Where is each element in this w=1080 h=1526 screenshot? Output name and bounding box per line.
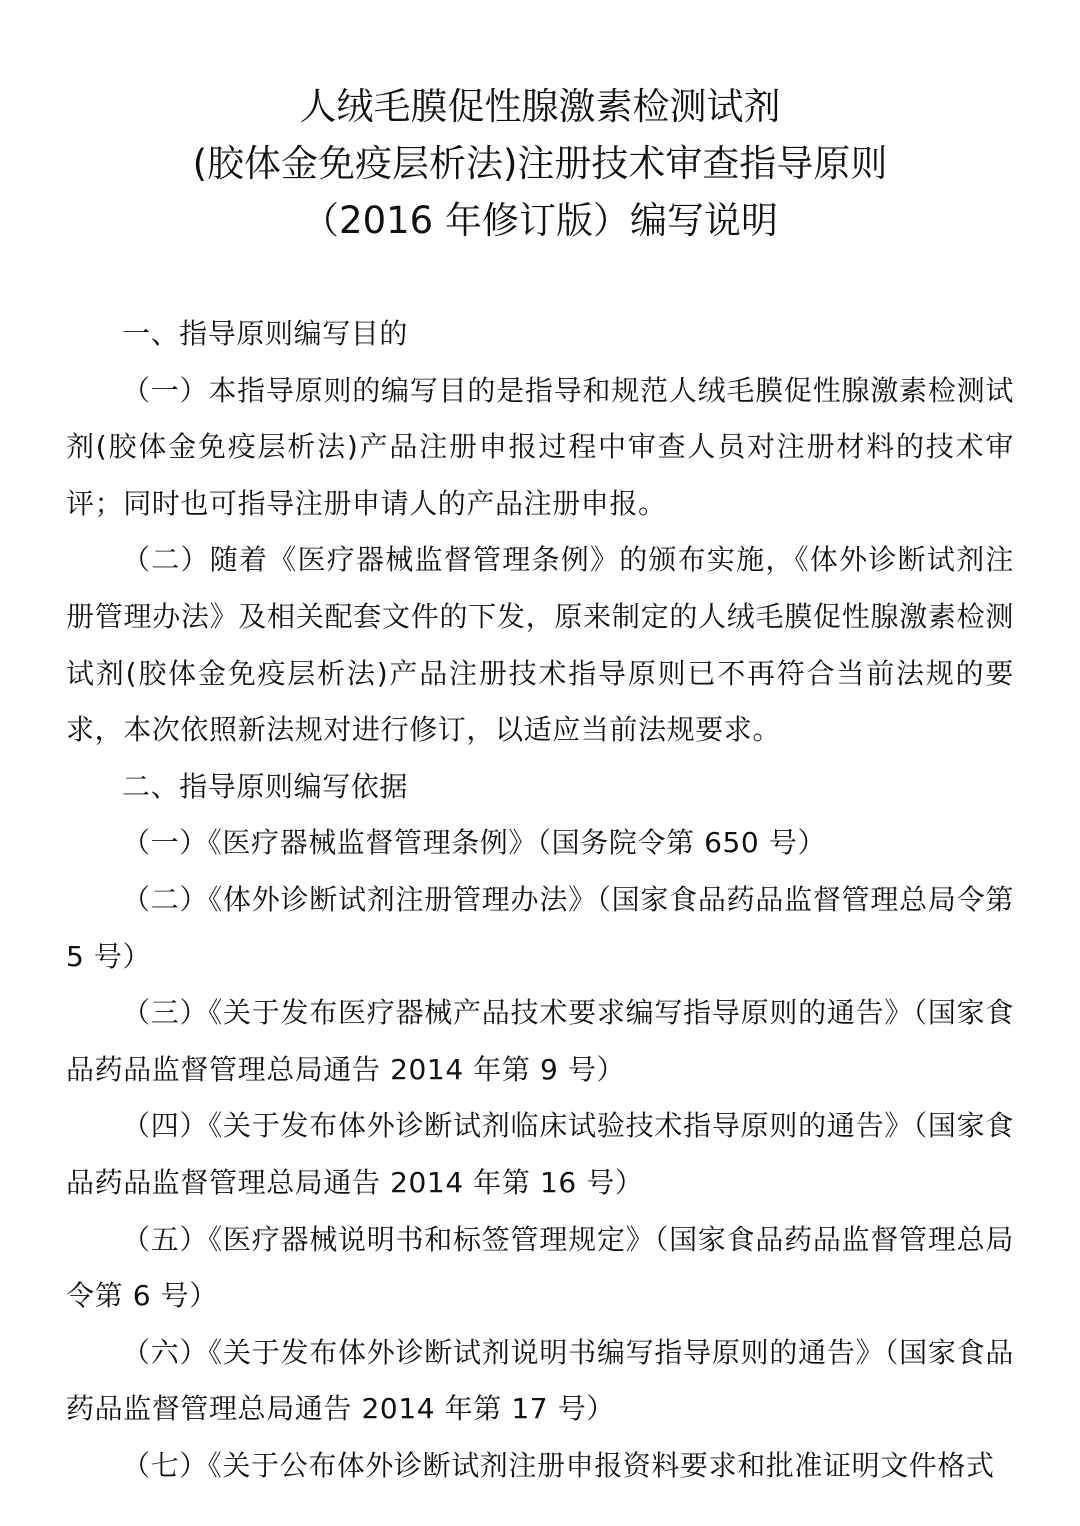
paragraph-purpose-1: （一）本指导原则的编写目的是指导和规范人绒毛膜促性腺激素检测试剂(胶体金免疫层析法)产品注册申报过程中审查人员对注册材料的技术审评；同时也可指导注册申请人的产品注册申报。 [66,373,1014,520]
basis-item-4: （四）《关于发布体外诊断试剂临床试验技术指导原则的通告》（国家食品药品监督管理总局通告 2014 年第 16 号） [66,1109,1014,1199]
basis-item-7: （七）《关于公布体外诊断试剂注册申报资料要求和批准证明文件格式 [122,1448,995,1482]
section-heading-purpose: 一、指导原则编写目的 [122,317,409,350]
document-body [66,306,1014,1494]
basis-item-5: （五）《医疗器械说明书和标签管理规定》（国家食品药品监督管理总局令第 6 号） [66,1222,1014,1313]
basis-item-1: （一）《医疗器械监督管理条例》（国务院令第 650 号） [122,826,827,860]
title-line-2: (胶体金免疫层析法)注册技术审查指导原则 [192,142,888,185]
basis-item-2: （二）《体外诊断试剂注册管理办法》（国家食品药品监督管理总局令第 5 号） [66,882,1014,973]
title-line-1: 人绒毛膜促性腺激素检测试剂 [299,85,781,128]
section-heading-basis: 二、指导原则编写依据 [122,769,409,803]
basis-item-3: （三）《关于发布医疗器械产品技术要求编写指导原则的通告》（国家食品药品监督管理总局通告 2014 年第 9 号） [66,996,1014,1086]
title-line-3: （2016 年修订版）编写说明 [302,199,778,242]
basis-item-6: （六）《关于发布体外诊断试剂说明书编写指导原则的通告》（国家食品药品监督管理总局通告 2014 年第 17 号） [66,1335,1014,1426]
document-title [0,78,1080,249]
paragraph-purpose-2: （二）随着《医疗器械监督管理条例》的颁布实施，《体外诊断试剂注册管理办法》及相关配套文件的下发，原来制定的人绒毛膜促性腺激素检测试剂(胶体金免疫层析法)产品注册技术指导原则已不再符合当前法规的要求，本次依照新法规对进行修订，以适应当前法规要求。 [66,543,1014,747]
